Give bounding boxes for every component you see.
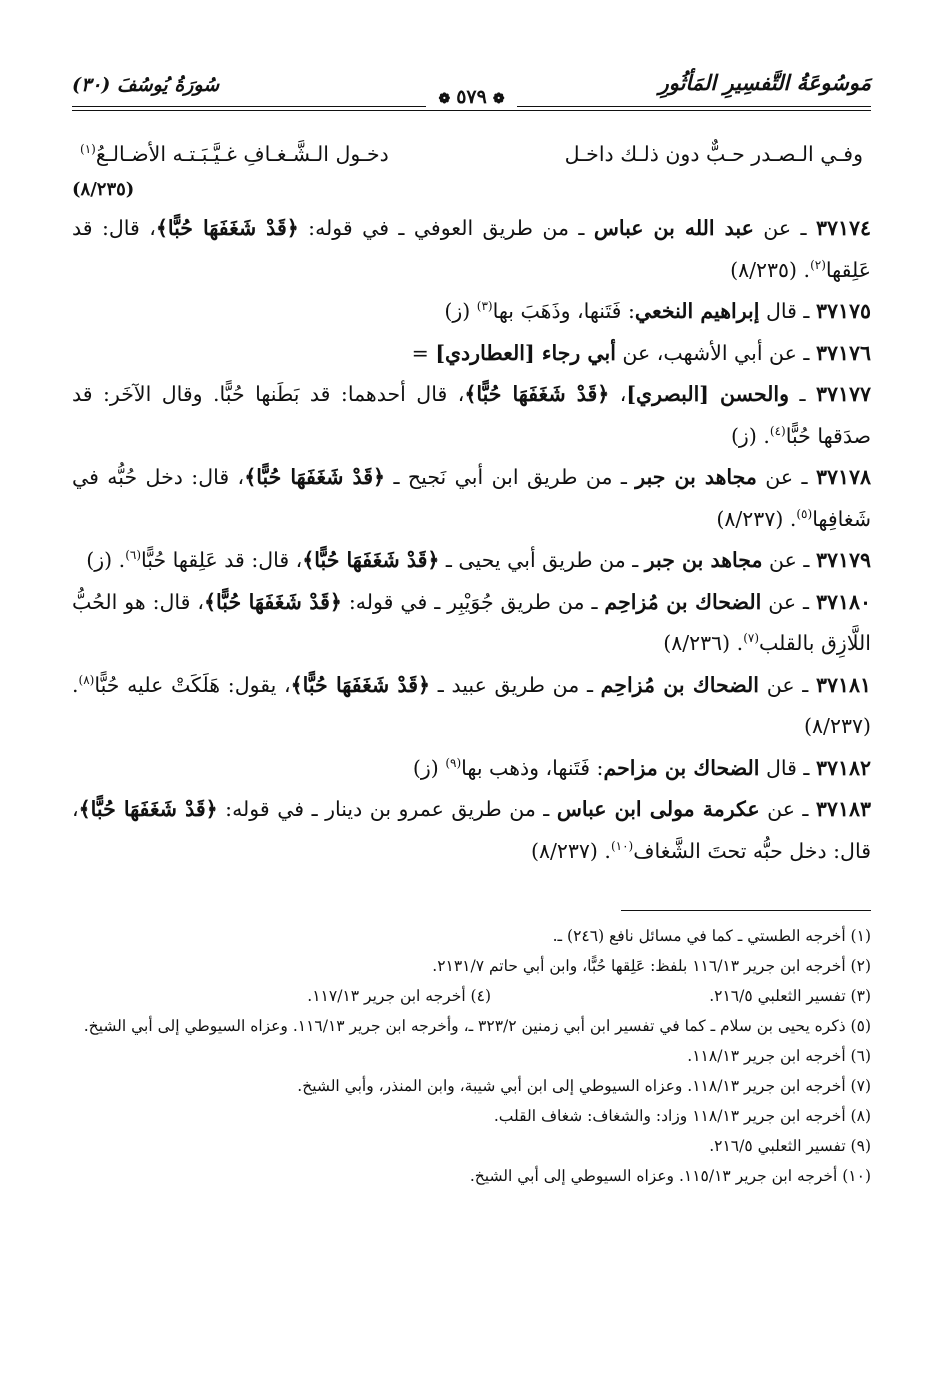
footnote-6: (٦) أخرجه ابن جرير ١١٨/١٣. (687, 1047, 871, 1065)
entry-text: ـ قال (759, 755, 816, 780)
header-rule-thin (72, 110, 871, 111)
narrator-name: الضحاك بن مزاحم (603, 755, 760, 780)
entry-number: ٣٧١٧٨ (815, 465, 871, 489)
entry-37181 (72, 665, 871, 748)
footnote-mark[interactable]: (٣) (476, 299, 493, 314)
entry-text: ـ عن (761, 589, 816, 614)
footnote-mark[interactable]: (٨) (78, 672, 95, 687)
entry-text: ـ من طريق عمرو بن دينار ـ في قوله: (217, 797, 557, 821)
narrator-name: مجاهد بن جبر (635, 465, 757, 489)
footnote-3: (٣) تفسير الثعلبي ٢١٦/٥. (709, 987, 871, 1005)
entry-reference: (ز) (412, 755, 446, 780)
narrator-name: عكرمة مولى ابن عباس (556, 797, 760, 821)
entry-number: ٣٧١٨٢ (815, 755, 871, 780)
ornament-icon: ❁ (438, 91, 451, 107)
quran-quote: ﴿قَدْ شَغَفَهَا حُبًّا﴾ (464, 382, 610, 406)
entry-reference: . (ز) (86, 548, 126, 572)
entry-text: ، قال: قد عَلِقها (72, 216, 871, 282)
entry-text: ـ من طريق جُوَيْبِر ـ في قوله: (341, 589, 605, 614)
entry-text: ، قال: دخل حبُّه تحتَ الشَّغاف (72, 797, 871, 863)
narrator-name: عبد الله بن عباس (593, 216, 754, 240)
footnote-5: (٥) ذكره يحيى بن سلام ـ كما في تفسير ابن أبي زمنين ٣٢٣/٢ ـ، وأخرجه ابن جرير ١١٦/١٣. وعزاه السيوطي إلى أبي الشيخ. (83, 1017, 871, 1035)
entry-text: ـ (789, 382, 816, 406)
entry-text: ـ عن (759, 797, 816, 821)
footnote-mark[interactable]: (٦) (125, 548, 142, 563)
entry-text: : فَتَنها، وذهب بها (461, 755, 604, 780)
entry-text: ، قال: دخل حُبُّه في شَغافِها (72, 465, 871, 531)
entry-reference: (ز) (444, 299, 477, 323)
entry-reference: . (٨/٢٣٦) (663, 631, 744, 655)
entry-text: ـ عن (759, 672, 816, 697)
entry-text: ـ من طريق عبيد ـ (430, 672, 601, 697)
entry-text: ـ من طريق ابن أبي نَجيح ـ (385, 465, 636, 489)
entry-37174 (72, 208, 871, 291)
main-text (72, 134, 871, 872)
footnote-mark[interactable]: (٤) (769, 423, 786, 438)
narrator-name: والحسن [البصري] (626, 382, 790, 406)
entry-number: ٣٧١٧٥ (815, 299, 871, 323)
entry-number: ٣٧١٨٣ (815, 797, 871, 821)
footnote-mark[interactable]: (١٠) (610, 838, 634, 853)
narrator-name: الضحاك بن مُزاحِم (604, 589, 762, 614)
entry-text: ـ عن أبي الأشهب، عن (615, 340, 816, 365)
entry-text: ـ عن (762, 548, 816, 572)
entry-37178 (72, 457, 871, 540)
entry-37180 (72, 582, 871, 665)
poem-reference: (٨/٢٣٥) (72, 179, 135, 200)
footnote-2: (٢) أخرجه ابن جرير ١١٦/١٣ بلفظ: عَلِقها حُبًّا، وابن أبي حاتم ٢١٣١/٧. (432, 957, 871, 975)
quran-quote: ﴿قَدْ شَغَفَهَا حُبًّا﴾ (244, 465, 386, 489)
footnote-mark[interactable]: (٧) (743, 631, 760, 646)
narrator-name: إبراهيم النخعي (634, 299, 760, 323)
poem-hemistich-2: دخـول الـشَّـغـافِ غـيَّـبَـتـه الأضـالـعُ (95, 142, 389, 166)
entry-reference: . (٨/٢٣٧) (530, 838, 611, 863)
entry-37179 (72, 540, 871, 582)
entry-text: ، قال: هو الحُبُّ اللَّازِق بالقلب (72, 589, 871, 655)
entry-text: ـ من طريق أبي يحيى ـ (439, 548, 645, 572)
footnote-1: (١) أخرجه الطستي ـ كما في مسائل نافع (٢٤٦) ـ. (552, 927, 871, 945)
entry-number: ٣٧١٧٩ (815, 548, 871, 572)
quran-quote: ﴿قَدْ شَغَفَهَا حُبًّا﴾ (302, 548, 440, 572)
entry-reference: . (٨/٢٣٧) (72, 672, 871, 738)
footnote-4: (٤) أخرجه ابن جرير ١١٧/١٣. (307, 987, 491, 1005)
poem-hemistich-1: وفـي الـصـدر حـبٌّ دون ذلـك داخـل (564, 142, 863, 166)
entry-text: ، (609, 382, 627, 406)
footnote-mark[interactable]: (٥) (796, 506, 813, 521)
entry-text: ـ عن (756, 465, 816, 489)
quran-quote: ﴿قَدْ شَغَفَهَا حُبًّا﴾ (78, 797, 218, 821)
entry-text: ، قال: قد عَلِقها حُبًّا (141, 548, 303, 572)
entry-text: ـ قال (759, 299, 816, 323)
entry-text: : فَتَنها، وذَهَبَ بها (492, 299, 635, 323)
footnote-7: (٧) أخرجه ابن جرير ١١٨/١٣. وعزاه السيوطي إلى ابن أبي شيبة، وابن المنذر، وأبي الشيخ. (297, 1077, 871, 1095)
poem-hemistich-2-wrap (80, 134, 389, 176)
entry-reference: . (٨/٢٣٥) (730, 257, 811, 282)
entry-number: ٣٧١٧٤ (815, 216, 871, 240)
footnote-mark[interactable]: (١) (80, 142, 96, 157)
book-title: مَوسُوعَةُ التَّفسِيرِ المَأثُورِ (658, 70, 871, 95)
narrator-name: أبي رجاء [العطاردي] (435, 340, 616, 365)
narrator-name: مجاهد بن جبر (644, 548, 763, 572)
page-number: ٥٧٩ (456, 86, 487, 108)
entry-number: ٣٧١٧٧ (815, 382, 871, 406)
page-header (72, 64, 871, 108)
footnote-divider (621, 910, 871, 911)
footnote-9: (٩) تفسير الثعلبي ٢١٦/٥. (709, 1137, 871, 1155)
entry-number: ٣٧١٧٦ (815, 340, 871, 365)
footnote-mark[interactable]: (٢) (810, 257, 826, 272)
entry-text: = (411, 340, 436, 365)
poem-verse (72, 134, 871, 178)
entry-number: ٣٧١٨١ (815, 672, 872, 697)
entry-37176 (72, 333, 871, 375)
narrator-name: الضحاك بن مُزاحِم (600, 672, 760, 697)
entry-reference: . (ز) (730, 423, 770, 448)
entry-text: ـ عن (753, 216, 816, 240)
entry-text: ـ من طريق العوفي ـ في قوله: (298, 216, 594, 240)
footnote-row (72, 981, 871, 1011)
footnote-8: (٨) أخرجه ابن جرير ١١٨/١٣ وزاد: والشغاف: شغاف القلب. (493, 1107, 871, 1125)
ornament-icon: ❁ (492, 91, 505, 107)
entry-number: ٣٧١٨٠ (815, 589, 872, 614)
quran-quote: ﴿قَدْ شَغَفَهَا حُبًّا﴾ (155, 216, 299, 240)
surah-title: سُورَةُ يُوسُفَ (٣٠) (72, 74, 220, 96)
entry-37175 (72, 291, 871, 333)
footnote-10: (١٠) أخرجه ابن جرير ١١٥/١٣. وعزاه السيوطي إلى أبي الشيخ. (469, 1167, 871, 1185)
entry-text: ، يقول: هَلَكَتْ عليه حُبًّا (94, 672, 291, 697)
footnote-mark[interactable]: (٩) (445, 755, 462, 770)
entry-37183 (72, 789, 871, 872)
entry-reference: . (٨/٢٣٧) (716, 506, 797, 531)
quran-quote: ﴿قَدْ شَغَفَهَا حُبًّا﴾ (290, 672, 431, 697)
entry-37182 (72, 748, 871, 790)
entry-37177 (72, 374, 871, 457)
quran-quote: ﴿قَدْ شَغَفَهَا حُبًّا﴾ (204, 589, 342, 614)
entry-text: ، قال أحدهما: قد بَطَنها حُبًّا. وقال الآخَر: قد صدَقها حُبًّا (72, 382, 871, 448)
page-number-wrap (72, 86, 871, 108)
footnotes (72, 921, 871, 1191)
